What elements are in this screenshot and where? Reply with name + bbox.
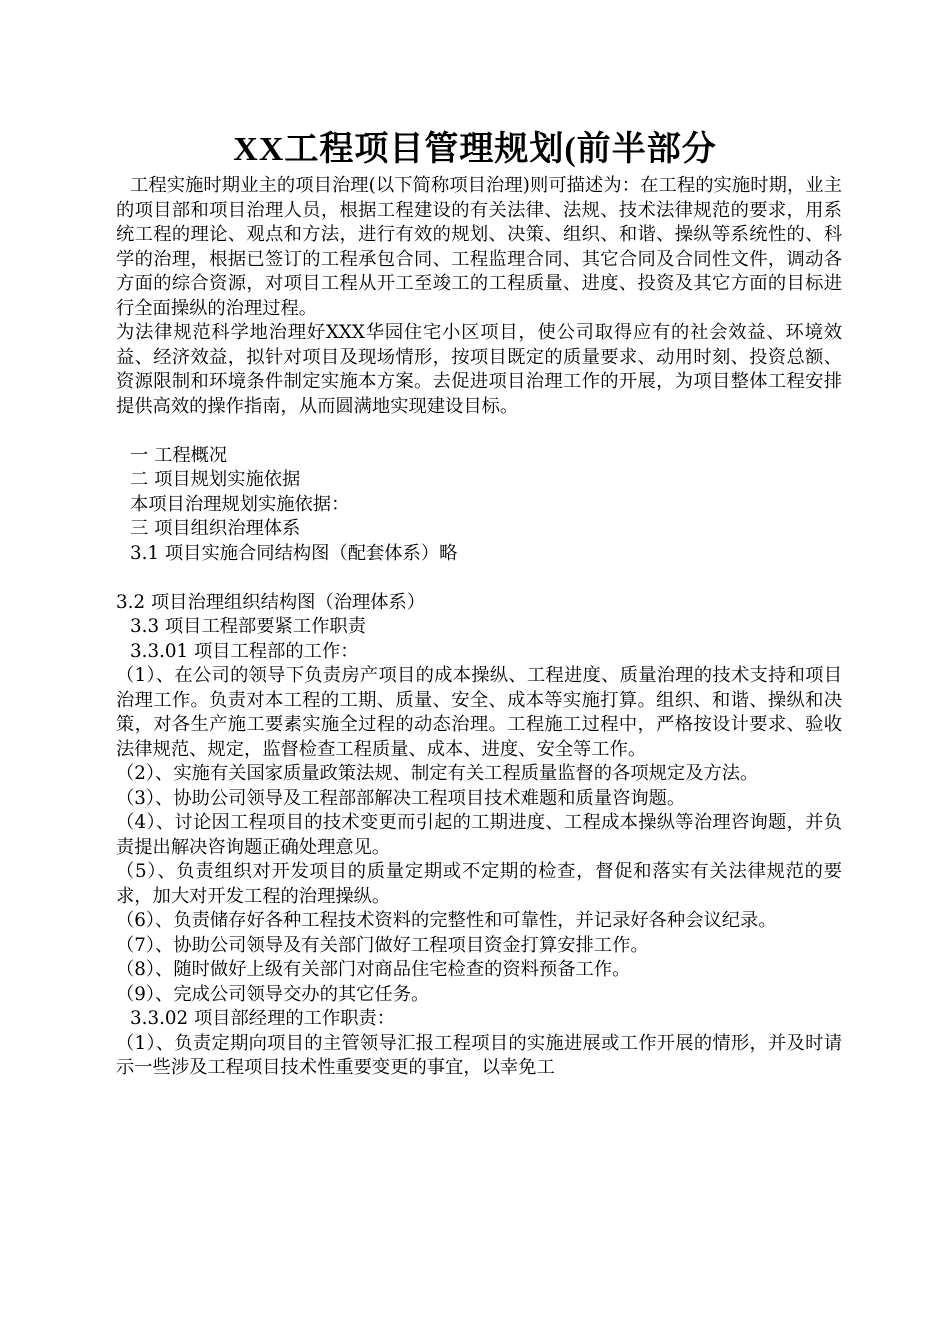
heading-section-1: 一 工程概况: [130, 444, 228, 466]
heading-3-3: 3.3 项目工程部要紧工作职责: [130, 616, 366, 637]
list-item-5: （5）、负责组织对开发项目的质量定期或不定期的检查，督促和落实有关法律规范的要求，加大对开发工程的治理操纵。: [116, 861, 842, 907]
list-item-9: （9）、完成公司领导交办的其它任务。: [116, 983, 430, 1005]
blank-line: [116, 566, 842, 591]
heading-3-2: 3.2 项目治理组织结构图（治理体系）: [116, 591, 426, 613]
list-item-3: （3）、协助公司领导及工程部部解决工程项目技术难题和质量咨询题。: [116, 787, 686, 809]
heading-section-3: 三 项目组织治理体系: [130, 518, 301, 539]
paragraph-basis: 本项目治理规划实施依据：: [130, 493, 350, 515]
paragraph-purpose: 为法律规范科学地治理好XXX华园住宅小区项目，使公司取得应有的社会效益、环境效益、经济效益，拟针对项目及现场情形，按项目既定的质量要求、动用时刻、投资总额、资源限制和环境条件制定实施本方案。去促进项目治理工作的开展，为项目整体工程安排提供高效的操作指南，从而圆满地实现建设目标。: [116, 322, 842, 417]
document-body: [116, 174, 842, 1081]
heading-3-3-01: 3.3.01 项目工程部的工作：: [130, 640, 359, 662]
list-item-4: （4）、讨论因工程项目的技术变更而引起的工期进度、工程成本操纵等治理咨询题，并负责提出解决咨询题正确处理意见。: [116, 812, 842, 858]
list-item-2: （2）、实施有关国家质量政策法规、制定有关工程质量监督的各项规定及方法。: [116, 763, 759, 784]
heading-section-2: 二 项目规划实施依据: [130, 469, 301, 490]
heading-3-1: 3.1 项目实施合同结构图（配套体系）略: [130, 542, 458, 564]
list-item-8: （8）、随时做好上级有关部门对商品住宅检查的资料预备工作。: [116, 959, 631, 980]
heading-3-3-02: 3.3.02 项目部经理的工作职责：: [130, 1008, 396, 1029]
paragraph-intro: 工程实施时期业主的项目治理(以下简称项目治理)则可描述为：在工程的实施时期，业主的项目部和项目治理人员，根据工程建设的有关法律、法规、技术法律规范的要求，用系统工程的理论、观点和方法，进行有效的规划、决策、组织、和谐、操纵等系统性的、科学的治理，根据已签订的工程承包合同、工程监理合同、其它合同及合同性文件，调动各方面的综合资源，对项目工程从开工至竣工的工程质量、进度、投资及其它方面的目标进行全面操纵的治理过程。: [116, 175, 842, 319]
list-item-7: （7）、协助公司领导及有关部门做好工程项目资金打算安排工作。: [116, 934, 649, 956]
list-item-6: （6）、负责储存好各种工程技术资料的完整性和可靠性，并记录好各种会议纪录。: [116, 910, 777, 931]
list-item-manager-1: （1）、负责定期向项目的主管领导汇报工程项目的实施进展或工作开展的情形，并及时请示一些涉及工程项目技术性重要变更的事宜，以幸免工: [116, 1032, 842, 1078]
list-item-1: （1）、在公司的领导下负责房产项目的成本操纵、工程进度、质量治理的技术支持和项目治理工作。负责对本工程的工期、质量、安全、成本等实施打算。组织、和谐、操纵和决策，对各生产施工要素实施全过程的动态治理。工程施工过程中，严格按设计要求、验收法律规范、规定，监督检查工程质量、成本、进度、安全等工作。: [116, 665, 842, 760]
blank-line: [116, 419, 842, 444]
document-title: XX工程项目管理规划(前半部分: [233, 131, 717, 168]
